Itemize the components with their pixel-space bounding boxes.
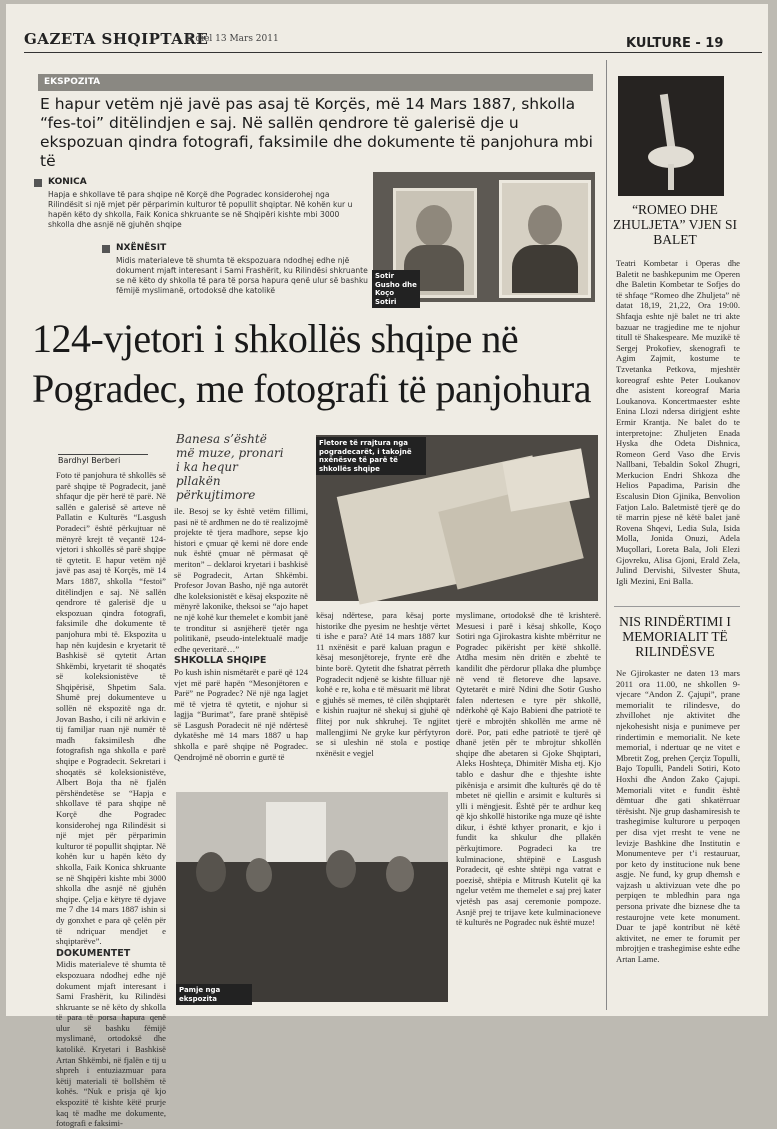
article-column-4 (456, 610, 601, 1010)
column-1-paragraph-1: Foto të panjohura të shkollës së parë shqipe të Pogradecit, janë shfaqur dje për herë të parë. Në sallën e galerisë së arteve në Pallatin e Kulturës “Lasgush Poradeci” është përkujtuar në mënyrë krejt të veçantë 124-vjetori i shkollës së parë shqipe të qytetit. E hapur vetëm një javë pas asaj të Korçës, më 14 Mars 1887, shkolla “festoi” ditëlindjen e saj. Në sallën qendrore të galerisë dje u ekspozuan qindra fotografi, faksimile dhe dokumente të panjohura mbi të. Ekspozita u hap nën kujdesin e kryetarit të Bashkisë së qytetit Artan Shkëmbi, kryetarit të shoqatës së koleksionistëve të Shqipërisë, Shpetim Sala. Shumë prej dokumenteve u sollën në ekspozitë nga dr. Jovan Basho, i cili në arkivin e tij familjar ruan një numër të madh faksimilesh dhe fotografish nga shkolla e parë shqipe e Pogradecit. Sekretari i shoqatës së koleksionistëve, Albert Boja tha në fjalën përshëndetëse se “Hapja e shkollave të para shqipe në Korçë dhe Pogradec konsiderohej nga Rilindësit si një mjet për përparimin kulturor të popullit shqiptar. Në kohën kur u hapën këto dy shkolla, Faik Konica shkruante se në Shqipëri kishte mbi 3000 shkolla dhe asnjë në gjuhën shqipe. Çelja e këtyre të dyjave me 7 dhe 14 mars 1887 ishin si dy gonxhet e para që çelën për të ndriçuar mendjet e shqiptarëve”. (56, 470, 166, 947)
article-column-1 (56, 470, 166, 1129)
bullet-square-icon (102, 245, 110, 253)
right-section-rule (614, 606, 740, 607)
sidebar-text-konica: Hapja e shkollave të para shqipe në Korçë dhe Pogradec konsiderohej nga Rilindësit si një mjet për përparimin kulturor të popullit shqiptar. Në kohën kur u hapën këto dy shkolla, Faik Konica shkruante se në Shqipëri kishte mbi 3000 shkolla dhe asnjë në gjuhën shqipe (48, 190, 353, 229)
main-headline: 124-vjetori i shkollës shqipe në Pogradec, me fotografi të panjohura (32, 316, 591, 411)
ballet-dancer-photo (618, 76, 724, 196)
sidebar-text-nxenesit: Midis materialeve të shumta të ekspozuara ndodhej edhe një dokument mjaft interesant i Sami Frashërit, ku Rilindësi shkruante se në këto dy shkolla të para të porsa hapura qenë ulur së bashku fëmijë myslimanë, ortodoksë dhe katolikë (116, 256, 368, 295)
column-1-paragraph-2: Midis materialeve të shumta të ekspozuara ndodhej edhe një dokument mjaft interesant i Sami Frashërit, ku Rilindësi shkruante se në këto dy shkolla të para të porsa hapura qenë ulur së bashku fëmijë myslimanë, ortodoksë dhe katolikë. Kryetari i Bashkisë Artan Shkëmbi, në fjalën e tij u shpreh i entuziazmuar para këtij materiali të bollshëm të kohës. “Nuk e prisja që kjo ekspozitë të kishte këtë prurje kaq të madhe me dokumente, fotografi e faksimi- (56, 959, 166, 1129)
photo-caption-portraits: Sotir Gusho dhe Koço Sotiri (372, 270, 420, 308)
section-tag-bar (38, 74, 593, 91)
portrait-frame-right (499, 180, 591, 298)
pull-quote: Banesa s’është më muze, pronari i ka hequr pllakën përkujtimore (176, 432, 284, 502)
byline: Bardhyl Berberi (58, 454, 148, 465)
article-column-3: kësaj ndërtese, para kësaj porte historike dhe pyesim ne heshtje vërtet ti ishe e para? Atë 14 mars 1887 kur 11 nxënësit e parë kaluan pragun e kësaj mesonjëtoreje, frynte erë dhe binte borë. Qytetit dhe fshatrat përreth Pogradecit ndjenë se kishte filluar një kohë e re, koha e të mësuarit më librat e gjuhës së memes, të cilën shqiptarët e kishin ruajtur në shekuj si gjuhë që flitej por nuk shkruhej. Te ngjitet mallengjimi Ne gryke kur përfytyron se si uleshin në stola e postiqe nxënësit e vegjel (316, 610, 450, 758)
sidebar-title-konica: KONICA (48, 177, 87, 187)
right-article-ballet: Teatri Kombetar i Operas dhe Baletit ne bashkepunim me Operen dhe Baletin Kombetar te Sofjes do të shfaqe “Romeo dhe Zhuljeta” në datat 18,19, 21,22, Ora 19:00. Shfaqja eshte një balet ne tri akte bazuar ne tragjedine me te njohur titull të Shakespeare. Me muzikë të Sergej Prokofiev, skenografi te Agim Zajmit, kostume te Tzvetanka Petkova, mjeshtër koreograf eshte Peter Loukanov dhe asistent koreograf Maria Loukanova. Koncertmaester eshte Enina Llozi ndersa dirigjent eshte Ermir Krantja. Ne balet do te interpretojne: Zhuljeten Enada Hyska dhe Odeta Dishnica, Romeon Gerd Vaso dhe Ervis Nallbani, Tebaldin Sokol Zhugri, Merkucion Endri Shkoza dhe Helios Papadima, Parisin dhe Escalusin Dion Gjinika, Benvolion Fatjon Lalo. Baletmistë tjerë qe do të marrin pjese në këtë balet janë Rovena Shqevi, Ledia Sula, Isida Molla, Jonida Onuzi, Adela Muçollari, Loreta Bala, Joli Elezi Gjovreku, Alisa Gjoni, Erald Zela, Julind Dervishi, Silvester Shuta, Igli Mezini, Eni Balla. (616, 258, 740, 586)
subhead-shkolla-shqipe: SHKOLLA SHQIPE (174, 655, 267, 667)
paper-name: GAZETA SHQIPTARE (24, 30, 209, 48)
column-2-paragraph-2: Po kush ishin nismëtarët e parë që 124 vjet më parë hapën “Mesonjëtoren e Parë” ne Pogradec? Në një nga lagjet më të vjetra të qytetit, e njohur si lagjja “Burimat”, fare pranë shtëpisë së Lasgush Poradecit në një ndërtesë dykatëshe më 14 mars 1887 u hap shkolla e parë shqipe në Pogradec. Qendrojmë në oborrin e gurtë të (174, 666, 308, 762)
issue-date: E diel 13 Mars 2011 (186, 34, 279, 44)
column-4-paragraph-2: Pogradeci ka tre kulminacione, shtëpinë e Lasgush Poradecit, që eshte shtëpi nga vatrat e poezisë, shtëpia e Mitrush Kutelit që ka ngelur vetëm me themelet e saj prej kater vjetësh pas asaj ceremonie pompoze. Asnjë prej te trijave kete kulminacioneve të kulturës ne Pogradec nuk është muze! (456, 843, 601, 928)
right-headline-ballet: “ROMEO DHE ZHULJETA” VJEN SI BALET (613, 202, 737, 247)
article-column-2 (174, 506, 308, 788)
article-deck: E hapur vetëm një javë pas asaj të Korçës, më 14 Mars 1887, shkolla “fes-toi” ditëlindjen e saj. Në sallën qendrore të galerisë dje u ekspozuan qindra fotografi, faksimile dhe dokumente të panjohura mbi të (40, 95, 593, 170)
photo-caption-crowd: Pamje nga ekspozita (176, 984, 252, 1005)
sidebar-title-nxenesit: NXËNËSIT (116, 243, 167, 253)
column-2-paragraph-1: ile. Besoj se ky është vetëm fillimi, pasi në të ardhmen ne do të realizojmë projekte të tjera madhore, sepse kjo histori e çmuar që kemi në dore ende nuk është çmuar në përmasat që meriton” – deklaroi kryetari i bashkisë së Pogradecit, Artan Shkëmbi. Profesor Jovan Basho, një nga autorët dhe koleksionistët e kësaj ekspozite në mënyrë lakonike, theksoi se “ajo hapet ne një kohë kur themelet e kombit janë te tronditur si asnjëherë tjetër nga politikanë, pseudo-intelektualë madje edhe qeveritarë…” (174, 506, 308, 654)
subhead-dokumentet: DOKUMENTET (56, 947, 131, 959)
right-article-memorial: Ne Gjirokaster ne daten 13 mars 2011 ora 11.00, ne shkollen 9-vjecare “Andon Z. Çajupi”, prane memorialit te rilindesve, do zhvillohet nje aktivitet dhe njekohesisht nisja e punimeve per rindertimin e memorialit. Ne kete memorial, i ndertuar qe ne vitet e Mbretit Zog, prehen Çerçiz Topulli, Bajo Topulli, Pandeli Sotiri, Koto Hoxhi dhe Andon Zako Çajupi. Memoriali vitet e fundit është dëmtuar dhe gati shkatërruar tërësisht. Nje grup dashamiresish te trashegimise kulturore u perpoqen per disa vjet rresht te vene ne levizje Bashkine dhe Institutin e Monumenteve per t’i restauruar, por keto dy institucione nuk bene asgje. Ne fund, ky grup dhemsh e vajzash u aktivizuan vete dhe po perpiqen te mbledhin para nga persona private dhe biznese dhe ta restaurojne vete kete monument. Duar te japë kontribut në këtë aktivitet, ne emer te forumit per mbrojtjen e trashegimise eshte edhe Artan Lame. (616, 668, 740, 965)
section-tag: EKSPOZITA (44, 77, 101, 87)
column-4-paragraph-1: myslimane, ortodoksë dhe të krishterë. Mesuesi i parë i kësaj shkolle, Koço Sotiri nga Gjirokastra kishte mbërritur ne Pogradec pikërisht per këtë shkollë. Atdha mesim nën dritën e zbehtë te kandilit dhe përdorur pllaka dhe plumbçe në vend të fletoreve dhe lapsave. Qytetarët e mirë Ndini dhe Sotir Gusho falen ndertesen e tyre për shkollë, ndërkohë që Kajo Babieni dhe patriotë te tjerë e mbrojtën shkollën me arme në dorë. Por, pati edhe patriotë te tjerë që dhanë jetën për te mbrojtur shkollën shqipe dhe abetaren si Gjoke Shqiptari, Aleks Hoshteça, Dhimitër Misha etj. Kjo tablo e dashur dhe e thjeshte ishte pikënisja e arsimit dhe kulturës që do të mbetet në qiellin e arsimit e kulturës si ylli i mëngjesit. Është për te ardhur keq që kjo shkollë historike nga muze që ishte dikur, i është kthyer pronarit, e kjo i fundit ka shkulur dhe pllakën përkujtimore. (456, 610, 601, 854)
photo-caption-notebooks: Fletore të rrajtura nga pogradecarët, i takojnë nxënësve të parë të shkollës shqipe (316, 437, 426, 475)
column-divider (606, 60, 607, 1010)
bullet-square-icon (34, 179, 42, 187)
right-headline-memorial: NIS RINDËRTIMI I MEMORIALIT TË RILINDËSVE (619, 614, 731, 659)
section-page: KULTURE - 19 (626, 36, 724, 51)
exhibition-crowd-photo (176, 792, 448, 1002)
masthead-rule (24, 52, 762, 53)
